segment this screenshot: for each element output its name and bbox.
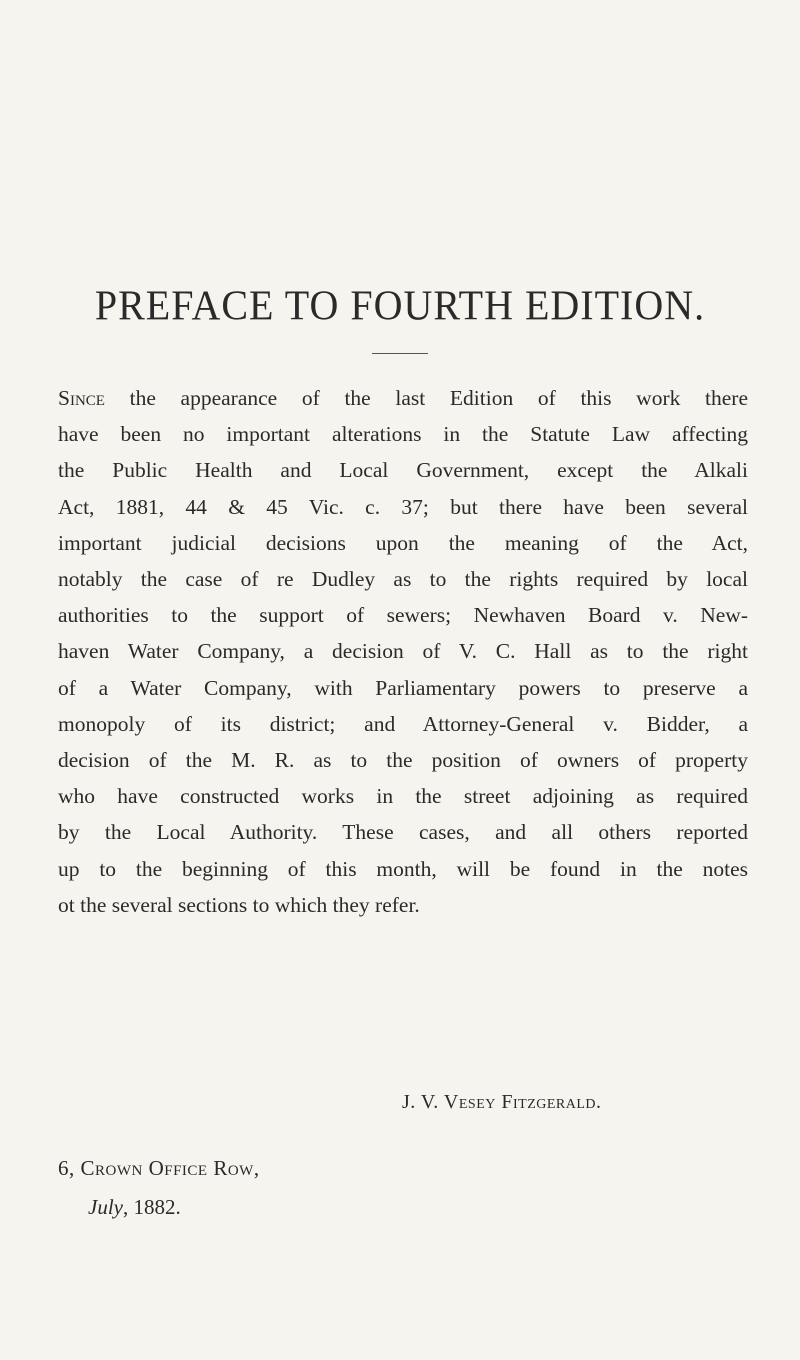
- text-line: ot the several sections to which they refer.: [58, 892, 420, 917]
- text-line: haven Water Company, a decision of V. C. Hall as to the right: [58, 639, 748, 664]
- text-line: up to the beginning of this month, will be found in the notes: [58, 856, 748, 881]
- text-line: of a Water Company, with Parliamentary powers to preserve a: [58, 675, 748, 700]
- text-line: the Public Health and Local Government, except the Alkali: [58, 458, 748, 483]
- text-line: [58, 380, 748, 416]
- text-line: important judicial decisions upon the meaning of the Act,: [58, 530, 748, 555]
- opening-word: Since: [58, 386, 105, 410]
- page-title: PREFACE TO FOURTH EDITION.: [94, 281, 706, 330]
- date-year: , 1882.: [122, 1195, 181, 1219]
- text-line: notably the case of re Dudley as to the rights required by local: [58, 567, 748, 592]
- title-divider: [372, 353, 428, 354]
- text-line: have been no important alterations in the Statute Law affecting: [58, 422, 748, 447]
- text-line: Act, 1881, 44 & 45 Vic. c. 37; but there have been several: [58, 494, 748, 519]
- text-line: decision of the M. R. as to the position of owners of property: [58, 748, 748, 773]
- text-line: monopoly of its district; and Attorney-General v. Bidder, a: [58, 711, 748, 736]
- text-line: authorities to the support of sewers; Newhaven Board v. New-: [58, 603, 748, 628]
- preface-date: [88, 1195, 181, 1220]
- author-address: 6, Crown Office Row,: [58, 1156, 260, 1180]
- text-line-content: the appearance of the last Edition of this work there: [104, 386, 748, 410]
- text-line: who have constructed works in the street adjoining as required: [58, 784, 748, 809]
- date-month: July: [88, 1195, 123, 1219]
- author-signature: J. V. Vesey Fitzgerald.: [402, 1091, 602, 1113]
- preface-body: [58, 380, 748, 923]
- text-line: by the Local Authority. These cases, and all others reported: [58, 820, 748, 845]
